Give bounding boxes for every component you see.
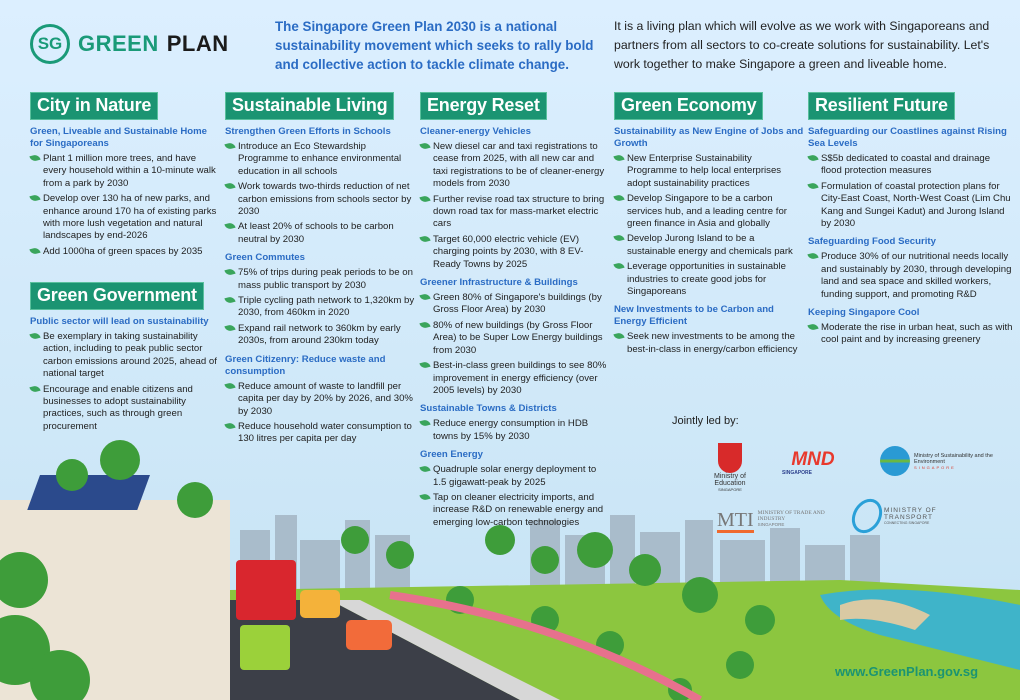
- bullet-item: [420, 141, 610, 191]
- leaf-bullet-icon: [613, 154, 624, 162]
- leaf-bullet-icon: [29, 247, 40, 255]
- bullet-text: Tap on cleaner electricity imports, and increase R&D on renewable energy and emerging low-carbon technologies: [433, 491, 604, 528]
- mse-name: Ministry of Sustainability and the Environment: [914, 452, 993, 465]
- pillar-green-economy: [614, 92, 804, 356]
- leaf-bullet-icon: [224, 296, 235, 304]
- bullet-text: Reduce energy consumption in HDB towns by 15% by 2030: [433, 418, 589, 442]
- bullet-item: [30, 384, 220, 434]
- section-heading: New Investments to be Carbon and Energy Efficient: [614, 304, 774, 328]
- mse-sub: SINGAPORE: [914, 464, 956, 470]
- bullet-item: [225, 221, 415, 246]
- mti-logo: [717, 510, 828, 533]
- bullet-item: [30, 193, 220, 243]
- bullet-text: Work towards two-thirds reduction of net carbon emissions from schools sector by 2030: [238, 181, 412, 218]
- leaf-bullet-icon: [224, 422, 235, 430]
- jointly-led-label: Jointly led by:: [672, 415, 739, 427]
- pillar-green-government: [30, 282, 220, 433]
- bullet-item: [420, 194, 610, 231]
- sg-green-plan-logo: [30, 24, 229, 64]
- bullet-item: [614, 233, 804, 258]
- bullet-text: Be exemplary in taking sustainability action, including to peak public sector carbon emissions around 2025, ahead of national target: [43, 331, 217, 380]
- moe-sub: SINGAPORE: [718, 487, 742, 492]
- leaf-bullet-icon: [29, 154, 40, 162]
- moe-logo: [700, 443, 760, 492]
- bullet-text: New diesel car and taxi registrations to cease from 2025, with all new car and taxi registrations to be of cleaner-energy models from 2030: [433, 141, 605, 190]
- bus: [236, 560, 296, 620]
- car-orange: [346, 620, 392, 650]
- leaf-bullet-icon: [29, 384, 40, 392]
- moe-name: Ministry of Education: [714, 473, 746, 487]
- section-heading: Sustainability as New Engine of Jobs and Growth: [614, 126, 804, 149]
- bullet-text: 80% of new buildings (by Gross Floor Area) to be Super Low Energy buildings from 2030: [433, 319, 603, 356]
- bullet-text: At least 20% of schools to be carbon neutral by 2030: [238, 221, 394, 245]
- bullet-text: Produce 30% of our nutritional needs locally and sustainably by 2030, through developing land and sea space and skilled workers, funding support, and promoting R&D: [821, 251, 1012, 300]
- section-heading: Green Commutes: [225, 252, 305, 264]
- section-heading: Cleaner-energy Vehicles: [420, 126, 531, 137]
- section-heading: Green Energy: [420, 449, 483, 461]
- bullet-item: [225, 181, 415, 218]
- mnd-mark: MND: [791, 449, 835, 470]
- pillar-title: City in Nature: [30, 92, 158, 120]
- leaf-bullet-icon: [613, 194, 624, 202]
- logo-plan-text: PLAN: [166, 31, 229, 56]
- pillar-title: Green Economy: [614, 92, 763, 120]
- bullet-item: [614, 261, 804, 298]
- section-heading: Green, Liveable and Sustainable Home for Singaporeans: [30, 126, 208, 149]
- leaf-bullet-icon: [419, 321, 430, 329]
- leaf-bullet-icon: [419, 419, 430, 427]
- mti-mark: MTI: [717, 509, 754, 531]
- mse-logo: [880, 446, 1020, 476]
- bullet-item: [225, 381, 415, 418]
- leaf-bullet-icon: [224, 222, 235, 230]
- bullet-text: Introduce an Eco Stewardship Programme to enhance environmental education in all schools: [238, 141, 402, 177]
- bullet-text: Quadruple solar energy deployment to 1.5 gigawatt-peak by 2025: [433, 464, 597, 488]
- bullet-text: Triple cycling path network to 1,320km by 2030, from 460km in 2020: [238, 295, 415, 319]
- leaf-bullet-icon: [613, 262, 624, 270]
- bullet-item: [420, 464, 610, 489]
- logo-green-text: GREEN: [78, 31, 159, 56]
- sg-logo-ring: SG: [30, 24, 70, 64]
- pillar-title: Sustainable Living: [225, 92, 394, 120]
- section-heading: Safeguarding Food Security: [808, 236, 936, 248]
- bullet-text: Reduce household water consumption to 130 litres per capita per day: [238, 420, 412, 445]
- leaf-bullet-icon: [807, 182, 818, 190]
- leaf-bullet-icon: [807, 154, 818, 162]
- leaf-bullet-icon: [807, 252, 818, 260]
- intro-living-plan: It is a living plan which will evolve as we work with Singaporeans and partners from all sectors to co-create solutions for sustainability. Let's work together to make Singapore a green and liveable home.: [614, 19, 990, 71]
- bullet-text: Best-in-class green buildings to see 80% improvement in energy efficiency (over 2005 levels) by 2030: [433, 360, 607, 396]
- bullet-item: [30, 246, 220, 258]
- section-heading: Strengthen Green Efforts in Schools: [225, 126, 391, 137]
- bullet-item: [225, 323, 415, 348]
- mti-name: MINISTRY OF TRADE AND INDUSTRY: [757, 510, 825, 522]
- bullet-item: [225, 267, 415, 292]
- bullet-item: [808, 322, 1013, 347]
- leaf-bullet-icon: [807, 323, 818, 331]
- leaf-bullet-icon: [224, 324, 235, 332]
- bullet-item: [808, 181, 1013, 231]
- bullet-item: [808, 153, 1013, 178]
- bullet-text: Reduce amount of waste to landfill per capita per day by 20% by 2026, and 30% by 2030: [238, 380, 413, 417]
- leaf-bullet-icon: [29, 194, 40, 202]
- bullet-text: Encourage and enable citizens and businesses to adopt sustainability practices, such as through green procurement: [43, 383, 193, 432]
- leaf-bullet-icon: [419, 361, 430, 369]
- bullet-item: [420, 492, 610, 529]
- leaf-bullet-icon: [613, 332, 624, 340]
- bullet-text: Seek new investments to be among the best-in-class in energy/carbon efficiency: [627, 331, 798, 355]
- bullet-item: [614, 193, 804, 230]
- bullet-text: Develop Singapore to be a carbon services hub, and a leading centre for green finance in Asia and globally: [627, 193, 787, 230]
- section-heading: Sustainable Towns & Districts: [420, 403, 557, 415]
- bullet-item: [225, 141, 415, 178]
- website-link[interactable]: www.GreenPlan.gov.sg: [835, 664, 979, 679]
- pillar-energy-reset: [420, 92, 610, 529]
- leaf-bullet-icon: [224, 142, 235, 150]
- bullet-text: Add 1000ha of green spaces by 2035: [43, 245, 203, 257]
- bullet-text: Further revise road tax structure to bring down road tax for mass-market electric cars: [433, 193, 605, 230]
- pillar-title: Resilient Future: [808, 92, 955, 120]
- bullet-text: 75% of trips during peak periods to be on mass public transport by 2030: [238, 267, 413, 291]
- bullet-text: Moderate the rise in urban heat, such as with cool paint and by increasing greenery: [821, 322, 1013, 346]
- pillar-title: Green Government: [30, 282, 204, 310]
- section-heading: Keeping Singapore Cool: [808, 307, 920, 319]
- intro-statement: The Singapore Green Plan 2030 is a national sustainability movement which seeks to rally bold and collective action to tackle climate change.: [275, 19, 594, 72]
- leaf-bullet-icon: [419, 142, 430, 150]
- pillar-title: Energy Reset: [420, 92, 547, 120]
- car-yellow: [300, 590, 340, 618]
- leaf-bullet-icon: [419, 293, 430, 301]
- leaf-bullet-icon: [419, 235, 430, 243]
- bullet-text: S$5b dedicated to coastal and drainage flood protection measures: [821, 153, 991, 177]
- bullet-text: New Enterprise Sustainability Programme to help local enterprises adopt sustainability practices: [627, 153, 782, 189]
- bullet-item: [420, 360, 610, 397]
- leaf-bullet-icon: [224, 182, 235, 190]
- bullet-text: Leverage opportunities in sustainable industries to create good jobs for Singaporeans: [627, 261, 786, 298]
- bullet-item: [614, 331, 804, 356]
- bullet-text: Plant 1 million more trees, and have every household within a 10-minute walk from a park by 2030: [43, 153, 216, 189]
- mnd-logo: [782, 450, 844, 476]
- bullet-item: [614, 153, 804, 190]
- leaf-bullet-icon: [419, 465, 430, 473]
- bullet-item: [420, 320, 610, 357]
- pillar-city-in-nature: [30, 92, 220, 258]
- bus-green: [240, 625, 290, 670]
- solar-panels: [27, 475, 150, 510]
- mot-logo: [853, 498, 944, 534]
- pillar-resilient-future: [808, 92, 1013, 347]
- bullet-item: [225, 295, 415, 320]
- pillar-sustainable-living: [225, 92, 415, 446]
- leaf-bullet-icon: [419, 493, 430, 501]
- bullet-item: [420, 234, 610, 271]
- leaf-bullet-icon: [224, 268, 235, 276]
- bullet-text: Develop Jurong Island to be a sustainable energy and chemicals park: [627, 233, 793, 257]
- bullet-item: [808, 251, 1013, 301]
- bullet-item: [30, 153, 220, 190]
- bullet-item: [420, 418, 610, 443]
- mse-emblem-icon: [880, 446, 910, 476]
- leaf-bullet-icon: [29, 332, 40, 340]
- bullet-text: Expand rail network to 360km by early 2030s, from around 230km today: [238, 322, 401, 347]
- mnd-sub: SINGAPORE: [782, 470, 813, 476]
- section-heading: Greener Infrastructure & Buildings: [420, 277, 578, 289]
- section-heading: Public sector will lead on sustainability: [30, 316, 209, 327]
- section-heading: Green Citizenry: Reduce waste and consumption: [225, 353, 386, 377]
- mot-emblem-icon: [846, 493, 888, 538]
- moe-crest-icon: [718, 443, 742, 473]
- mot-name: MINISTRY OF TRANSPORT: [884, 507, 937, 521]
- bullet-text: Develop over 130 ha of new parks, and enhance around 170 ha of existing parks with more lush vegetation and natural landscapes by end-2026: [43, 193, 217, 242]
- bullet-item: [30, 331, 220, 381]
- leaf-bullet-icon: [224, 381, 235, 389]
- mti-sub: SINGAPORE: [757, 522, 785, 527]
- bullet-item: [225, 421, 415, 446]
- bullet-text: Green 80% of Singapore's buildings (by Gross Floor Area) by 2030: [433, 292, 602, 316]
- leaf-bullet-icon: [419, 194, 430, 202]
- section-heading: Safeguarding our Coastlines against Rising Sea Levels: [808, 126, 1007, 149]
- mot-sub: CONNECTING SINGAPORE: [884, 521, 930, 525]
- leaf-bullet-icon: [613, 234, 624, 242]
- bullet-item: [420, 292, 610, 317]
- bullet-text: Formulation of coastal protection plans for City-East Coast, North-West Coast (Lim Chu Kang and Sungei Kadut) and Jurong Island by 2030: [821, 180, 1011, 230]
- bullet-text: Target 60,000 electric vehicle (EV) charging points by 2030, with 8 EV-Ready Towns by 2025: [433, 233, 584, 270]
